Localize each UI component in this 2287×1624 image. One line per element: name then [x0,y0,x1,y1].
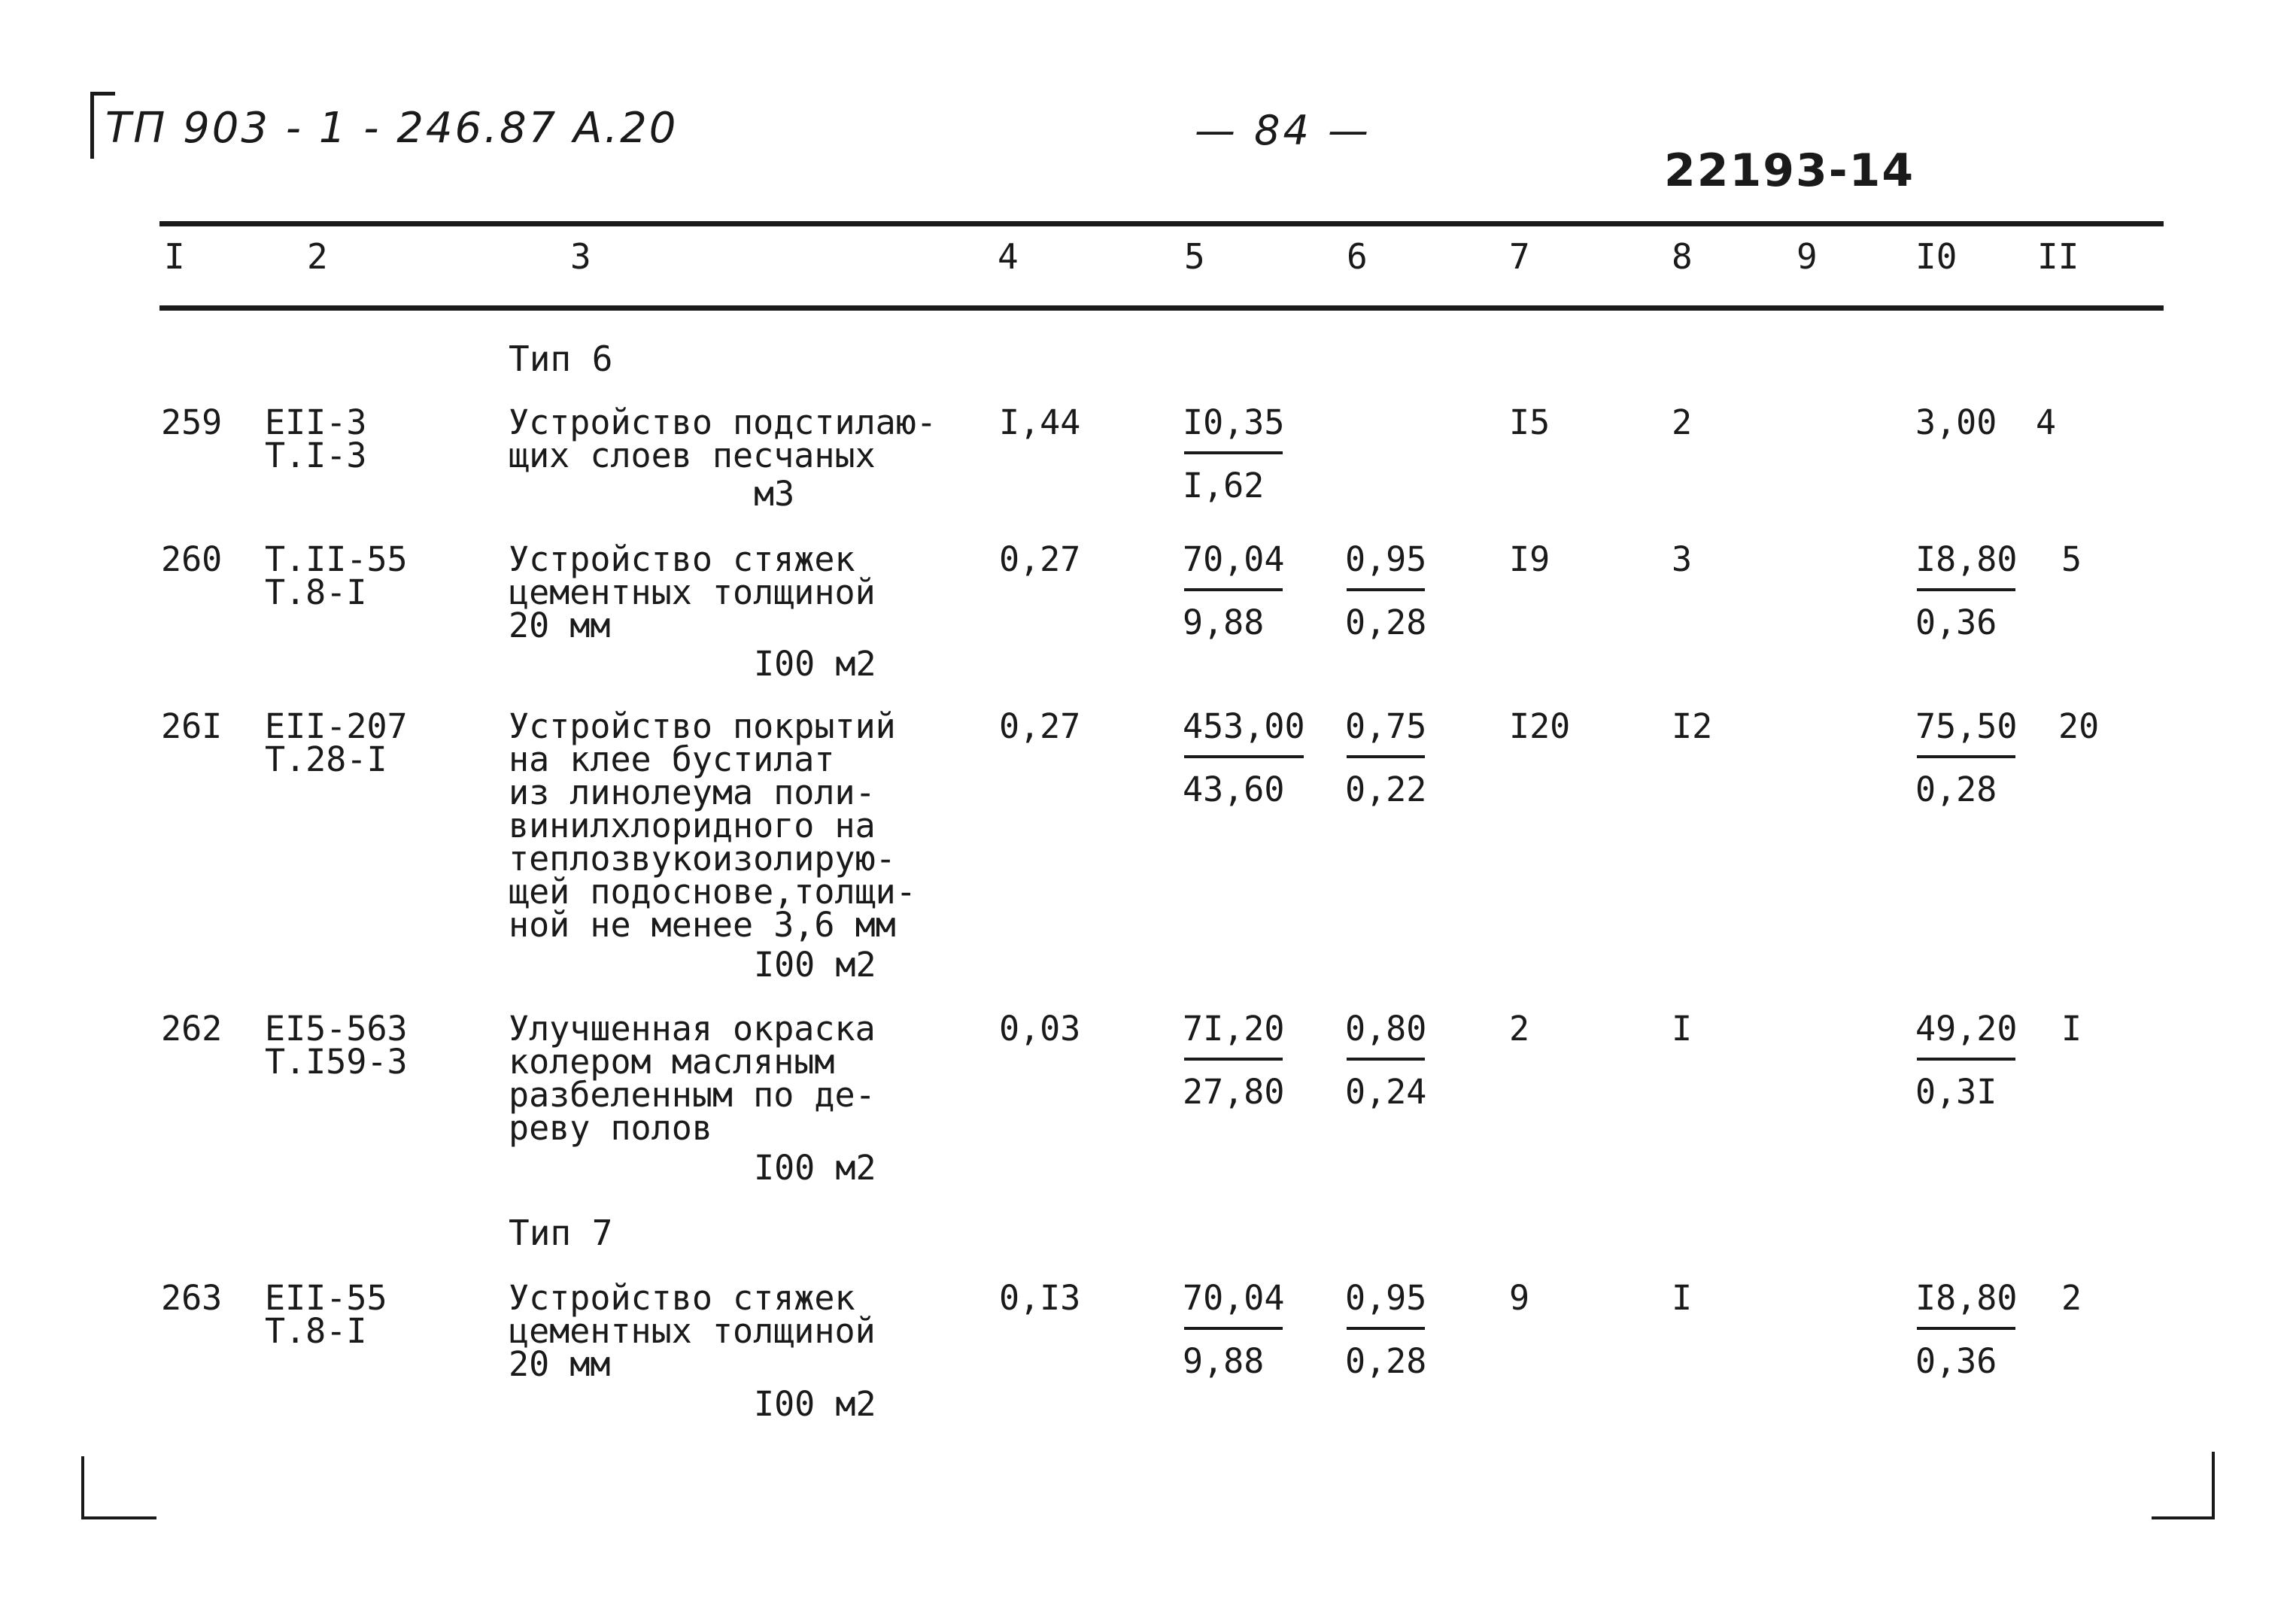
numerator: 75,50 [1915,706,2018,746]
row-number: 26I [161,706,223,746]
work-description: Устройство покрытий [509,706,896,746]
numerator: 70,04 [1183,1278,1285,1318]
frame-corner-right [2152,1452,2215,1519]
column-number: 7 [1509,236,1530,277]
table-header-rule [159,305,2164,311]
denominator: 0,36 [1915,603,1997,642]
denominator: 0,28 [1345,603,1427,642]
work-description: колером масляным [509,1042,835,1082]
row-number: 263 [161,1278,223,1318]
cell-value: I9 [1509,539,1550,579]
quantity: 0,03 [999,1009,1081,1049]
quantity: 0,I3 [999,1278,1081,1318]
unit-of-measure: I00 м2 [754,644,876,684]
numerator: 0,95 [1345,1278,1427,1318]
column-number: I [164,236,185,277]
inventory-number: 22193-14 [1664,144,1915,197]
work-description: цементных толщиной [509,572,876,612]
cell-value: 4 [2036,402,2057,442]
cell-value: I [2061,1009,2082,1049]
work-description: разбеленным по де- [509,1075,876,1115]
column-number: 3 [570,236,591,277]
cell-value: 2 [2061,1278,2082,1318]
cell-value: 5 [2061,539,2082,579]
column-number: 4 [998,236,1019,277]
fraction-value [1183,706,1305,809]
work-description: щей подоснове,толщи- [509,872,916,912]
unit-of-measure: м3 [754,474,795,514]
cell-value: I5 [1509,402,1550,442]
work-description: ной не менее 3,6 мм [509,905,896,945]
work-description: на клее бустилат [509,739,835,779]
norm-code: EII-55 [265,1278,387,1318]
cell-value: 2 [1509,1009,1530,1049]
fraction-value [1345,706,1427,809]
column-number: 9 [1796,236,1818,277]
quantity: 0,27 [999,706,1081,746]
unit-of-measure: I00 м2 [754,1384,876,1424]
denominator: 0,3I [1915,1072,1997,1112]
fraction-value [1183,402,1285,505]
row-number: 260 [161,539,223,579]
denominator: 27,80 [1183,1072,1285,1112]
denominator: 43,60 [1183,770,1285,809]
fraction-value [1345,539,1427,642]
cell-value: I20 [1509,706,1571,746]
fraction-value [1915,1009,2018,1112]
work-description: Улучшенная окраска [509,1009,876,1049]
quantity: 0,27 [999,539,1081,579]
numerator: I8,80 [1915,539,2018,579]
norm-code: T.I-3 [265,436,367,475]
numerator: I0,35 [1183,402,1285,442]
cell-value: 20 [2058,706,2100,746]
section-title: Тип 7 [509,1213,613,1253]
work-description: 20 мм [509,606,611,645]
cell-value: I [1672,1009,1693,1049]
numerator: 70,04 [1183,539,1285,579]
cell-value: I2 [1672,706,1713,746]
column-number: I0 [1915,236,1957,277]
denominator: 0,28 [1915,770,1997,809]
fraction-value [1345,1278,1427,1381]
column-number: 5 [1184,236,1205,277]
cell-value: 3 [1672,539,1693,579]
numerator: 7I,20 [1183,1009,1285,1049]
work-description: Устройство подстилаю- [509,402,937,442]
fraction-value [1915,1278,2018,1381]
fraction-value [1183,1009,1285,1112]
cell-value: 9 [1509,1278,1530,1318]
denominator: 0,22 [1345,770,1427,809]
numerator: 0,80 [1345,1009,1427,1049]
unit-of-measure: I00 м2 [754,945,876,985]
work-description: Устройство стяжек [509,539,855,579]
denominator: I,62 [1183,466,1265,505]
fraction-value [1915,706,2018,809]
fraction-value [1345,1009,1427,1112]
work-description: теплозвукоизолирую- [509,839,896,879]
fraction-value [1183,1278,1285,1381]
fraction-value [1915,539,2018,642]
unit-of-measure: I00 м2 [754,1148,876,1188]
work-description: 20 мм [509,1344,611,1384]
table-top-rule [159,221,2164,226]
norm-code: EII-207 [265,706,408,746]
work-description: реву полов [509,1108,712,1148]
cell-value: I [1672,1278,1693,1318]
work-description: Устройство стяжек [509,1278,855,1318]
work-description: из линолеума поли- [509,773,876,812]
numerator: 49,20 [1915,1009,2018,1049]
cell-value: 2 [1672,402,1693,442]
norm-code: T.8-I [265,1311,367,1351]
numerator: I8,80 [1915,1278,2018,1318]
column-number: II [2037,236,2079,277]
numerator: 0,95 [1345,539,1427,579]
column-number: 8 [1672,236,1693,277]
denominator: 0,28 [1345,1341,1427,1381]
column-number: 2 [307,236,328,277]
denominator: 9,88 [1183,1341,1265,1381]
denominator: 9,88 [1183,603,1265,642]
column-number: 6 [1347,236,1368,277]
work-description: щих слоев песчаных [509,436,876,475]
norm-code: T.I59-3 [265,1042,408,1082]
row-number: 259 [161,402,223,442]
fraction-value [1183,539,1285,642]
denominator: 0,36 [1915,1341,1997,1381]
denominator: 0,24 [1345,1072,1427,1112]
work-description: винилхлоридного на [509,806,876,845]
frame-corner-left [81,1456,156,1519]
section-title: Тип 6 [509,338,613,379]
norm-code: T.28-I [265,739,387,779]
norm-code: EII-3 [265,402,367,442]
document-code: ТП 903 - 1 - 246.87 А.20 [105,104,679,153]
cell-value: 3,00 [1915,402,1997,442]
row-number: 262 [161,1009,223,1049]
numerator: 0,75 [1345,706,1427,746]
quantity: I,44 [999,402,1081,442]
norm-code: T.II-55 [265,539,408,579]
norm-code: T.8-I [265,572,367,612]
page-number: — 84 — [1195,107,1372,154]
work-description: цементных толщиной [509,1311,876,1351]
numerator: 453,00 [1183,706,1305,746]
norm-code: EI5-563 [265,1009,408,1049]
